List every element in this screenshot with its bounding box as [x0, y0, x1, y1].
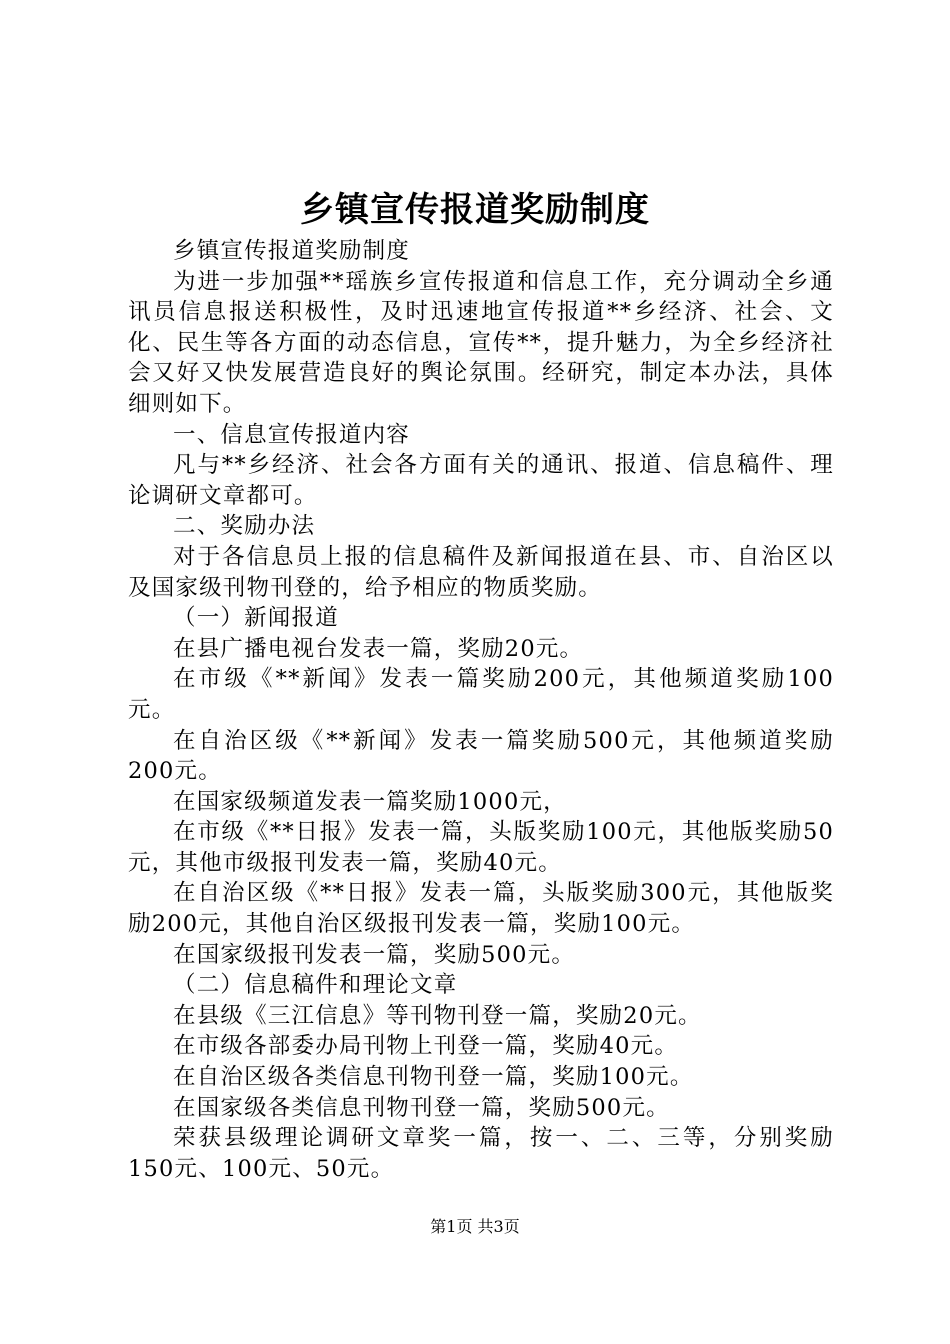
paragraph-item: 在自治区级各类信息刊物刊登一篇，奖励100元。 [173, 1064, 694, 1091]
paragraph-item: 在国家级报刊发表一篇，奖励500元。 [173, 941, 576, 968]
paragraph-subtitle: 乡镇宣传报道奖励制度 [173, 238, 411, 264]
paragraph-content-scope: 凡与**乡经济、社会各方面有关的通讯、报道、信息稿件、理论调研文章都可。 [128, 452, 834, 509]
document-title: 乡镇宣传报道奖励制度 [300, 190, 650, 230]
document-body [128, 236, 834, 1184]
page-footer: 第1页 共3页 [430, 1217, 520, 1236]
paragraph-item: 荣获县级理论调研文章奖一篇，按一、二、三等，分别奖励150元、100元、50元。 [128, 1125, 834, 1182]
subsection-heading-info: （二）信息稿件和理论文章 [173, 972, 458, 999]
paragraph-item: 在自治区级《**日报》发表一篇，头版奖励300元，其他版奖励200元，其他自治区级报刊发表一篇，奖励100元。 [128, 880, 834, 938]
subsection-heading-news: （一）新闻报道 [173, 605, 339, 632]
paragraph-item: 在国家级频道发表一篇奖励1000元， [173, 788, 567, 815]
section-heading-rewards: 二、奖励办法 [173, 513, 316, 540]
paragraph-item: 在县级《三江信息》等刊物刊登一篇，奖励20元。 [173, 1002, 702, 1029]
paragraph-item: 在县广播电视台发表一篇，奖励20元。 [173, 635, 584, 662]
paragraph-item: 在国家级各类信息刊物刊登一篇，奖励500元。 [173, 1094, 670, 1121]
paragraph-item: 在市级《**新闻》发表一篇奖励200元，其他频道奖励100元。 [128, 666, 834, 723]
paragraph-item: 在市级各部委办局刊物上刊登一篇，奖励40元。 [173, 1033, 679, 1060]
paragraph-item: 在市级《**日报》发表一篇，头版奖励100元，其他版奖励50元，其他市级报刊发表一篇，奖励40元。 [128, 819, 834, 876]
paragraph-item: 在自治区级《**新闻》发表一篇奖励500元，其他频道奖励200元。 [128, 727, 834, 785]
paragraph-rewards-intro: 对于各信息员上报的信息稿件及新闻报道在县、市、自治区以及国家级刊物刊登的，给予相应的物质奖励。 [128, 543, 834, 601]
paragraph-intro: 为进一步加强**瑶族乡宣传报道和信息工作，充分调动全乡通讯员信息报送积极性，及时迅速地宣传报道**乡经济、社会、文化、民生等各方面的动态信息，宣传**，提升魅力，为全乡经济社会又好又快发展营造良好的舆论氛围。经研究，制定本办法，具体细则如下。 [128, 268, 834, 417]
section-heading-content: 一、信息宣传报道内容 [173, 421, 411, 448]
